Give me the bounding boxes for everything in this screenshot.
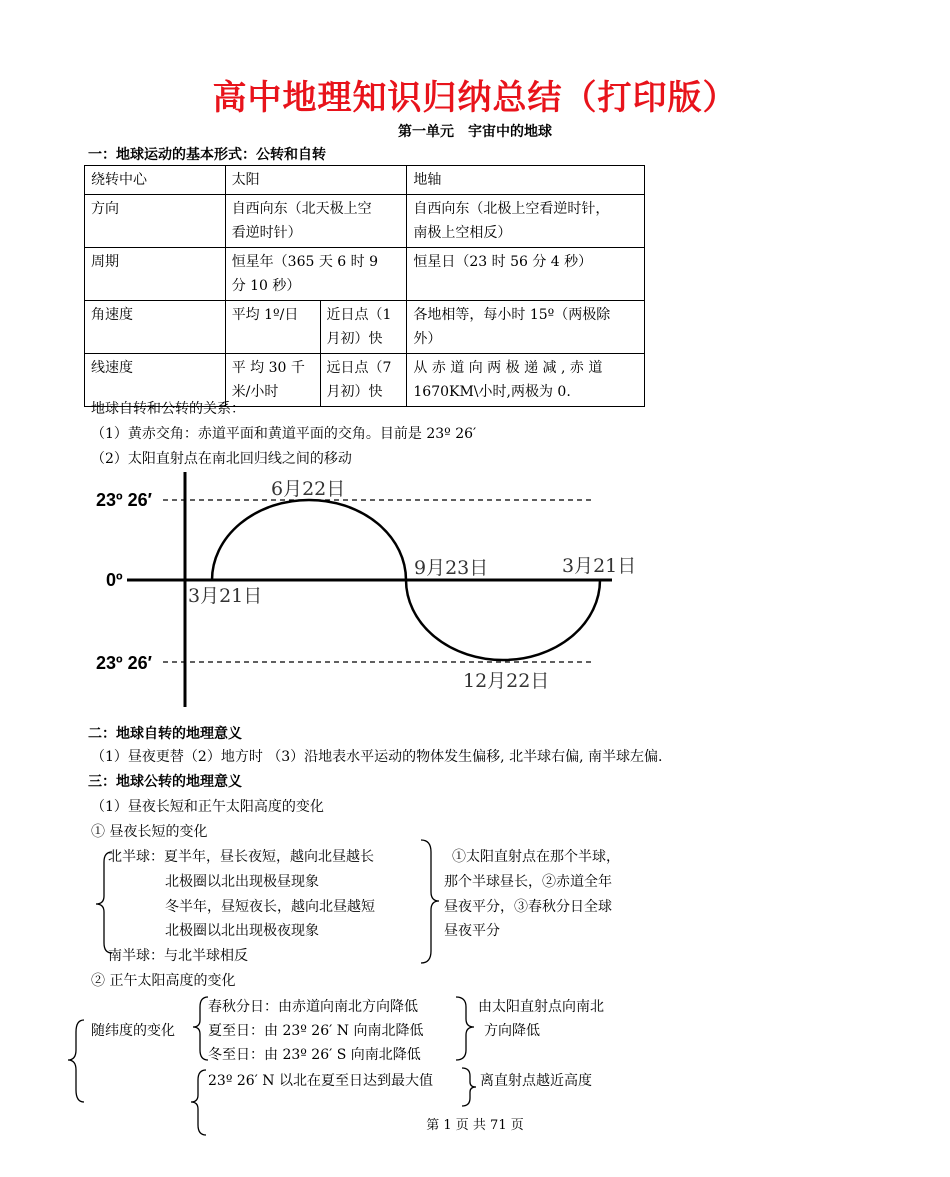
table-cell: 线速度 <box>85 354 226 407</box>
revolution-point1: （1）昼夜长短和正午太阳高度的变化 <box>91 799 324 815</box>
table-cell: 太阳 <box>225 166 407 195</box>
date-september-label: 9月23日 <box>414 557 489 579</box>
subsolar-text: （2）太阳直射点在南北回归线之间的移动 <box>91 451 352 467</box>
table-cell: 近日点（1 月初）快 <box>320 301 407 354</box>
noon-note: 由太阳直射点向南北 <box>478 999 604 1015</box>
noon-line: 夏至日：由 23º 26′ N 向南北降低 <box>208 1023 424 1039</box>
daynight-note: 那个半球昼长，②赤道全年 <box>444 874 612 890</box>
lat-equator-label: 0º <box>106 570 123 590</box>
left-brace <box>193 997 208 1060</box>
lat-north-label: 23º 26′ <box>96 490 152 510</box>
daynight-line: 北极圈以北出现极昼现象 <box>165 874 319 890</box>
daynight-note: ①太阳直射点在那个半球， <box>452 849 620 865</box>
daynight-line: 冬半年，昼短夜长，越向北昼越短 <box>165 899 375 915</box>
page-title: 高中地理知识归纳总结（打印版） <box>212 78 738 118</box>
page-footer: 第 1 页 共 71 页 <box>426 1118 524 1133</box>
table-cell: 地轴 <box>407 166 645 195</box>
daynight-line: 北极圈以北出现极夜现象 <box>165 923 319 939</box>
table-cell: 各地相等，每小时 15º（两极除 外） <box>407 301 645 354</box>
daynight-line: 南半球：与北半球相反 <box>108 948 248 964</box>
relation-text: 地球自转和公转的关系： <box>91 401 245 417</box>
table-cell: 恒星年（365 天 6 时 9 分 10 秒） <box>225 248 407 301</box>
table-cell: 自西向东（北极上空看逆时针， 南极上空相反） <box>407 195 645 248</box>
section1-heading: 一：地球运动的基本形式：公转和自转 <box>88 147 326 163</box>
table-cell: 方向 <box>85 195 226 248</box>
noon-note: 离直射点越近高度 <box>480 1073 592 1089</box>
noon-line: 冬至日：由 23º 26′ S 向南北降低 <box>208 1047 421 1063</box>
lat-south-label: 23º 26′ <box>96 653 152 673</box>
unit-heading: 第一单元 宇宙中的地球 <box>398 124 552 140</box>
noon-note: 方向降低 <box>484 1023 540 1039</box>
table-cell: 角速度 <box>85 301 226 354</box>
obliquity-text: （1）黄赤交角：赤道平面和黄道平面的交角。目前是 23º 26′ <box>91 426 477 442</box>
section3-heading: 三：地球公转的地理意义 <box>88 774 242 790</box>
daynight-subheading: ① 昼夜长短的变化 <box>91 824 208 840</box>
left-brace <box>96 852 112 953</box>
noon-line: 23º 26′ N 以北在夏至日达到最大值 <box>208 1073 433 1089</box>
right-brace <box>421 840 439 963</box>
date-december-label: 12月22日 <box>463 670 550 692</box>
daynight-note: 昼夜平分 <box>444 923 500 939</box>
table-cell: 恒星日（23 时 56 分 4 秒） <box>407 248 645 301</box>
south-arc <box>406 580 600 660</box>
right-brace <box>462 1068 476 1106</box>
rotation-significance-text: （1）昼夜更替（2）地方时 （3）沿地表水平运动的物体发生偏移, 北半球右偏, 南半球左偏. <box>91 749 663 765</box>
north-arc <box>212 500 406 580</box>
latitude-variation-label: 随纬度的变化 <box>91 1023 175 1039</box>
table-cell: 从 赤 道 向 两 极 递 减 , 赤 道 1670KM\小时,两极为 0. <box>407 354 645 407</box>
daynight-line: 北半球：夏半年，昼长夜短，越向北昼越长 <box>108 849 374 865</box>
table-cell: 平 均 30 千 米/小时 <box>225 354 320 407</box>
date-march-start-label: 3月21日 <box>188 585 263 607</box>
left-brace <box>68 1020 84 1102</box>
table-cell: 周期 <box>85 248 226 301</box>
section2-heading: 二：地球自转的地理意义 <box>88 726 242 742</box>
date-march-end-label: 3月21日 <box>562 555 637 577</box>
noon-subheading: ② 正午太阳高度的变化 <box>91 973 236 989</box>
noon-line: 春秋分日：由赤道向南北方向降低 <box>208 999 418 1015</box>
daynight-note: 昼夜平分，③春秋分日全球 <box>444 899 612 915</box>
table-cell: 绕转中心 <box>85 166 226 195</box>
table-cell: 自西向东（北天极上空 看逆时针） <box>225 195 407 248</box>
table-cell: 平均 1º/日 <box>225 301 320 354</box>
right-brace <box>456 997 474 1060</box>
date-june-label: 6月22日 <box>271 478 346 500</box>
table-cell: 远日点（7 月初）快 <box>320 354 407 407</box>
